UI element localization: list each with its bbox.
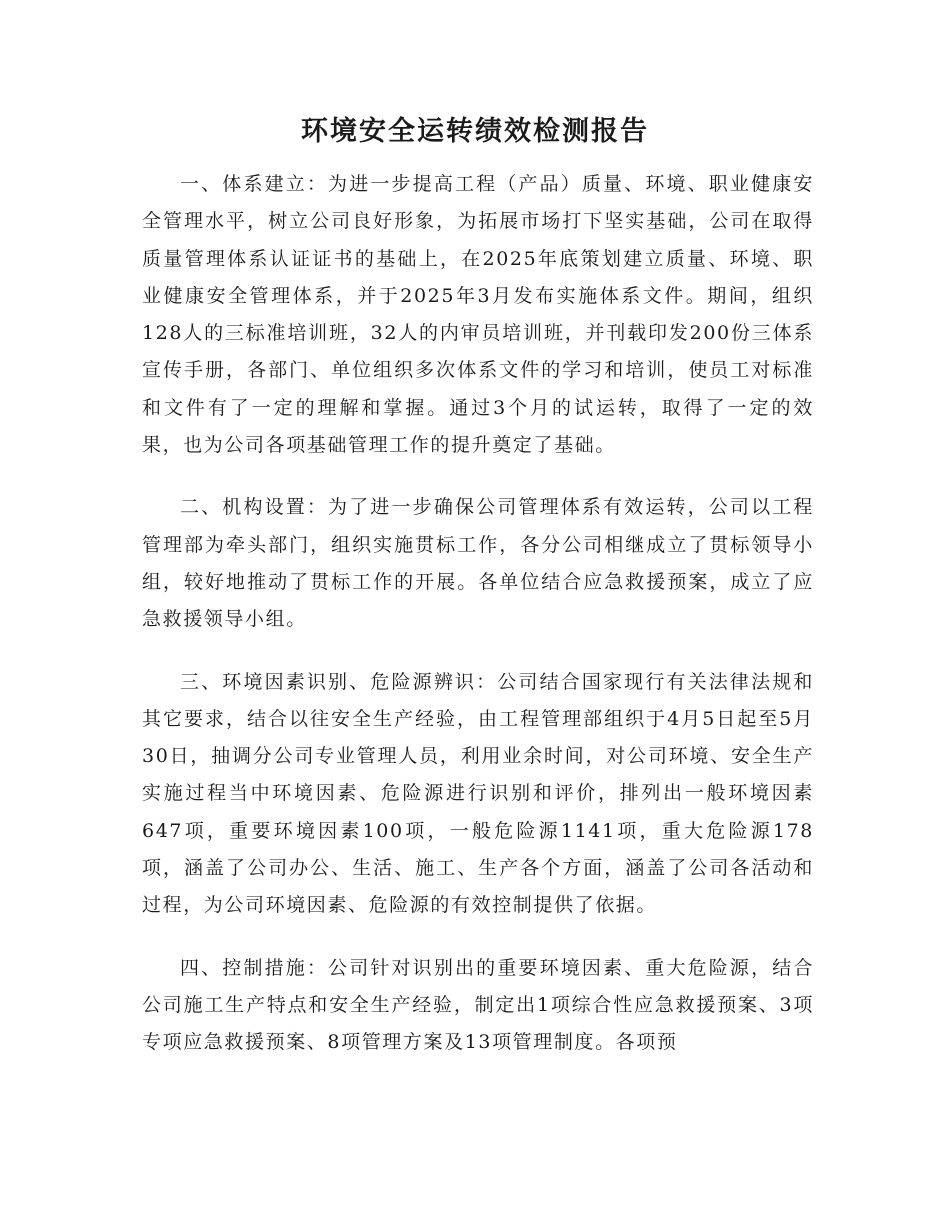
document-body xyxy=(142,166,814,1087)
paragraph-hazard-identification: 三、环境因素识别、危险源辨识：公司结合国家现行有关法律法规和其它要求，结合以往安全生产经验，由工程管理部组织于4月5日起至5月30日，抽调分公司专业管理人员，利用业余时间，对公司环境、安全生产实施过程当中环境因素、危险源进行识别和评价，排列出一般环境因素647项，重要环境因素100项，一般危险源1141项，重大危险源178项，涵盖了公司办公、生活、施工、生产各个方面，涵盖了公司各活动和过程，为公司环境因素、危险源的有效控制提供了依据。 xyxy=(142,670,814,917)
paragraph-organization-setup: 二、机构设置：为了进一步确保公司管理体系有效运转，公司以工程管理部为牵头部门，组织实施贯标工作，各分公司相继成立了贯标领导小组，较好地推动了贯标工作的开展。各单位结合应急救援预案，成立了应急救援领导小组。 xyxy=(142,496,814,631)
paragraph-system-establishment: 一、体系建立：为进一步提高工程（产品）质量、环境、职业健康安全管理水平，树立公司良好形象，为拓展市场打下坚实基础，公司在取得质量管理体系认证证书的基础上，在2025年底策划建立质量、环境、职业健康安全管理体系，并于2025年3月发布实施体系文件。期间，组织128人的三标准培训班，32人的内审员培训班，并刊载印发200份三体系宣传手册，各部门、单位组织多次体系文件的学习和培训，使员工对标准和文件有了一定的理解和掌握。通过3个月的试运转，取得了一定的效果，也为公司各项基础管理工作的提升奠定了基础。 xyxy=(142,173,814,457)
paragraph-control-measures: 四、控制措施：公司针对识别出的重要环境因素、重大危险源，结合公司施工生产特点和安全生产经验，制定出1项综合性应急救援预案、3项专项应急救援预案、8项管理方案及13项管理制度。各项预 xyxy=(142,956,814,1054)
document-title: 环境安全运转绩效检测报告 xyxy=(301,116,649,147)
